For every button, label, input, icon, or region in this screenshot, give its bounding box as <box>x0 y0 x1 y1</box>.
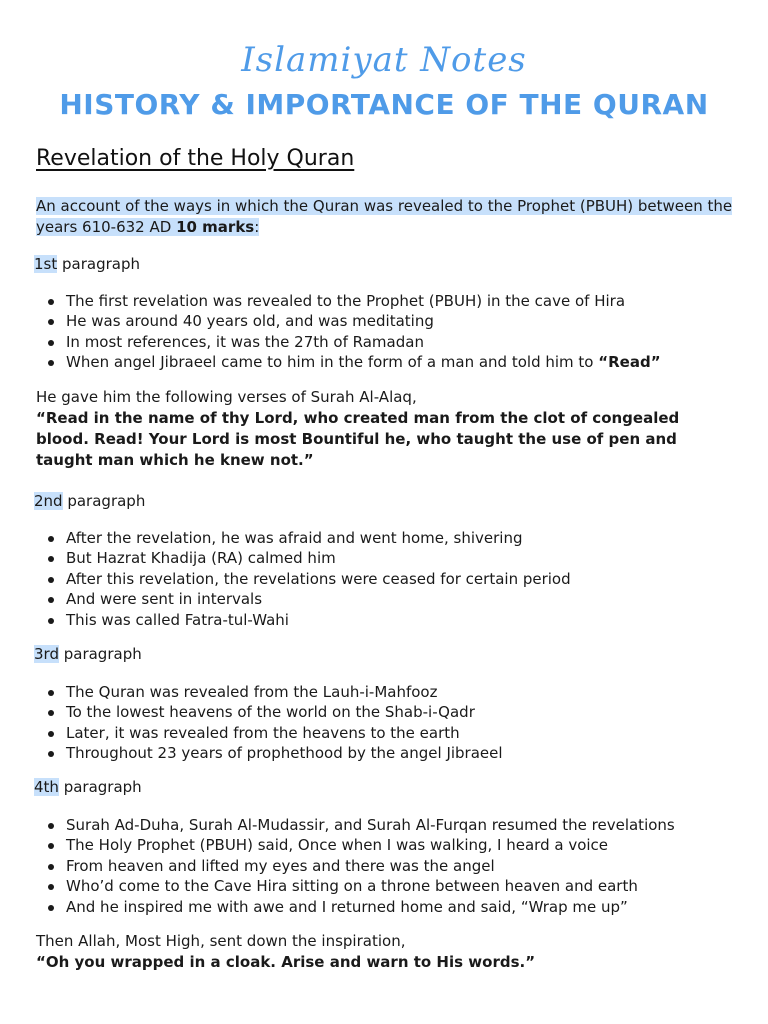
bullet-dot-icon <box>48 360 54 366</box>
bullet-dot-icon <box>48 843 54 849</box>
bullet-text: The Holy Prophet (PBUH) said, Once when I was walking, I heard a voice <box>66 836 609 855</box>
bullet-text: And he inspired me with awe and I returned home and said, “Wrap me up” <box>66 897 628 916</box>
paragraph-label-4 <box>34 777 142 798</box>
paragraph-word: paragraph <box>62 492 146 510</box>
verse-lead: He gave him the following verses of Surah Al-Alaq, <box>36 388 417 406</box>
verse-quote: “Read in the name of thy Lord, who created man from the clot of congealed blood. Read! Your Lord is most Bountiful he, who taught the use of pen and taught man which he knew not.” <box>36 409 680 469</box>
section-heading: Revelation of the Holy Quran <box>36 146 355 171</box>
intro-colon: : <box>254 218 260 236</box>
bullet-dot-icon <box>48 710 54 716</box>
bullet-dot-icon <box>48 618 54 624</box>
list-item <box>36 610 736 630</box>
paragraph-number: 1st <box>34 255 58 273</box>
paragraph-label-3 <box>34 644 142 665</box>
intro-question <box>36 196 736 238</box>
bullet-text: Throughout 23 years of prophethood by the angel Jibraeel <box>66 744 503 763</box>
paragraph-label-1 <box>34 254 140 275</box>
bullet-dot-icon <box>48 751 54 757</box>
bullet-dot-icon <box>48 340 54 346</box>
bullet-text: In most references, it was the 27th of Ramadan <box>66 332 424 351</box>
list-item <box>36 856 736 876</box>
list-item <box>36 897 736 917</box>
bullet-text: Surah Ad-Duha, Surah Al-Mudassir, and Surah Al-Furqan resumed the revelations <box>66 816 675 834</box>
list-item <box>36 291 736 311</box>
bullet-text: But Hazrat Khadija (RA) calmed him <box>66 549 336 568</box>
bullet-dot-icon <box>48 884 54 890</box>
verse-quote: “Oh you wrapped in a cloak. Arise and warn to His words.” <box>36 953 536 971</box>
intro-marks: 10 marks <box>176 218 255 236</box>
page-title: HISTORY & IMPORTANCE OF THE QURAN <box>59 88 709 121</box>
list-item <box>36 569 736 589</box>
bullet-text: And were sent in intervals <box>66 590 263 609</box>
bullet-text: To the lowest heavens of the world on the Shab-i-Qadr <box>66 703 475 722</box>
intro-text: An account of the ways in which the Quran was revealed to the Prophet (PBUH) between the years 610-632 AD <box>36 197 733 236</box>
bullet-text: He was around 40 years old, and was meditating <box>66 312 434 331</box>
paragraph-word: paragraph <box>58 645 142 663</box>
list-item <box>36 876 736 896</box>
bullet-dot-icon <box>48 597 54 603</box>
paragraph-label-2 <box>34 491 145 512</box>
bullet-dot-icon <box>48 556 54 562</box>
bullet-text: After the revelation, he was afraid and went home, shivering <box>66 529 523 547</box>
bullet-dot-icon <box>48 299 54 305</box>
bullet-dot-icon <box>48 690 54 696</box>
list-item <box>36 723 736 743</box>
bullet-dot-icon <box>48 536 54 542</box>
paragraph-word: paragraph <box>58 778 142 796</box>
verse-lead: Then Allah, Most High, sent down the inspiration, <box>36 932 406 950</box>
paragraph-number: 2nd <box>34 492 63 510</box>
verse-block-4 <box>36 931 736 973</box>
bullet-list-4 <box>36 815 736 917</box>
list-item <box>36 352 736 372</box>
bullet-text: This was called Fatra-tul-Wahi <box>66 610 289 629</box>
bullet-dot-icon <box>48 577 54 583</box>
bullet-bold-text: “Read” <box>598 353 661 372</box>
bullet-list-2 <box>36 528 736 630</box>
list-item <box>36 311 736 331</box>
script-title: Islamiyat Notes <box>241 40 527 80</box>
bullet-text: The Quran was revealed from the Lauh-i-Mahfooz <box>66 683 438 701</box>
list-item <box>36 815 736 835</box>
list-item <box>36 702 736 722</box>
list-item <box>36 743 736 763</box>
list-item <box>36 528 736 548</box>
bullet-text: After this revelation, the revelations were ceased for certain period <box>66 569 571 588</box>
bullet-dot-icon <box>48 823 54 829</box>
bullet-text: Who’d come to the Cave Hira sitting on a throne between heaven and earth <box>66 877 638 896</box>
paragraph-word: paragraph <box>57 255 140 273</box>
bullet-list-1 <box>36 291 736 373</box>
bullet-dot-icon <box>48 731 54 737</box>
bullet-text: Later, it was revealed from the heavens to the earth <box>66 723 460 742</box>
paragraph-number: 3rd <box>34 645 59 663</box>
list-item <box>36 835 736 855</box>
bullet-text: From heaven and lifted my eyes and there was the angel <box>66 856 495 875</box>
list-item <box>36 682 736 702</box>
bullet-dot-icon <box>48 864 54 870</box>
list-item <box>36 589 736 609</box>
list-item <box>36 332 736 352</box>
bullet-text: When angel Jibraeel came to him in the form of a man and told him to <box>66 353 599 372</box>
verse-block-1 <box>36 387 736 471</box>
list-item <box>36 548 736 568</box>
bullet-dot-icon <box>48 319 54 325</box>
bullet-text: The first revelation was revealed to the Prophet (PBUH) in the cave of Hira <box>66 292 626 310</box>
paragraph-number: 4th <box>34 778 59 796</box>
bullet-list-3 <box>36 682 736 764</box>
bullet-dot-icon <box>48 905 54 911</box>
